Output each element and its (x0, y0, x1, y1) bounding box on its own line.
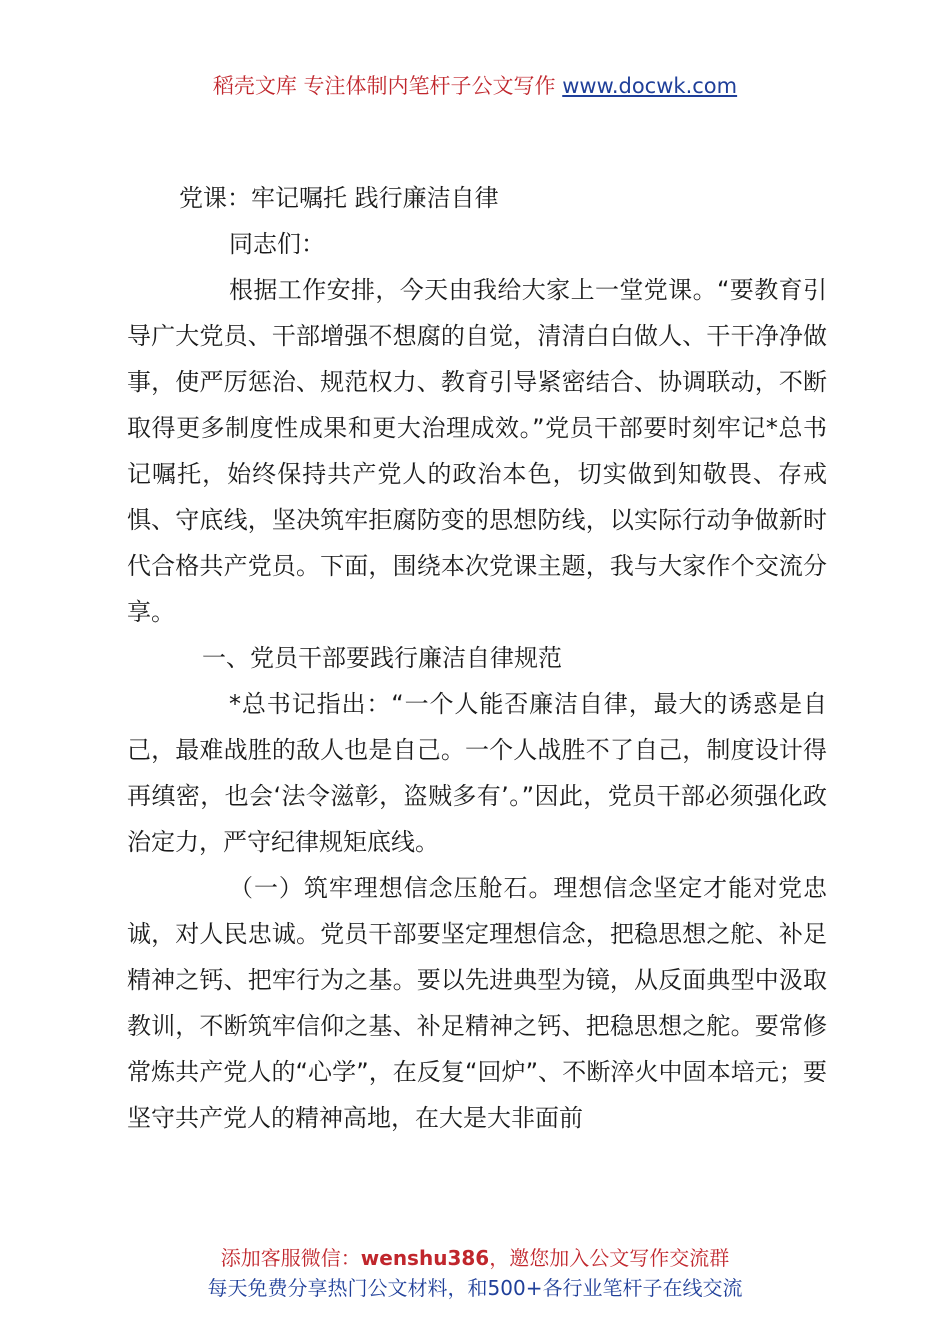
subsection-paragraph: （一）筑牢理想信念压舱石。理想信念坚定才能对党忠诚，对人民忠诚。党员干部要坚定理想信念，把稳思想之舵、补足精神之钙、把牢行为之基。要以先进典型为镜，从反面典型中汲取教训，不断筑牢信仰之基、补足精神之钙、把稳思想之舵。要常修常炼共产党人的“心学”，在反复“回炉”、不断淬火中固本培元；要坚守共产党人的精神高地，在大是大非面前 (127, 874, 827, 1132)
section-heading: 一、党员干部要践行廉洁自律规范 (202, 644, 562, 672)
footer-prefix: 添加客服微信： (220, 1246, 361, 1270)
document-title: 党课：牢记嘱托 践行廉洁自律 (179, 184, 499, 212)
header-website-link[interactable]: www.docwk.com (562, 74, 738, 98)
greeting: 同志们： (229, 230, 325, 258)
page-header (0, 70, 950, 100)
footer-promo-line: 每天免费分享热门公文材料，和500+各行业笔杆子在线交流 (207, 1276, 743, 1300)
section-paragraph: *总书记指出：“一个人能否廉洁自律，最大的诱惑是自己，最难战胜的敌人也是自己。一个人战胜不了自己，制度设计得再缜密，也会‘法令滋彰，盗贼多有’。”因此，党员干部必须强化政治定力，严守纪律规矩底线。 (127, 690, 827, 856)
header-slogan: 稻壳文库 专注体制内笔杆子公文写作 (212, 74, 563, 98)
footer-wechat-id: wenshu386 (360, 1246, 490, 1270)
footer-suffix: ，邀您加入公文写作交流群 (489, 1246, 730, 1270)
document-body (127, 175, 827, 1141)
footer-contact-line (0, 1242, 950, 1271)
intro-paragraph: 根据工作安排，今天由我给大家上一堂党课。“要教育引导广大党员、干部增强不想腐的自觉，清清白白做人、干干净净做事，使严厉惩治、规范权力、教育引导紧密结合、协调联动，不断取得更多制度性成果和更大治理成效。”党员干部要时刻牢记*总书记嘱托，始终保持共产党人的政治本色，切实做到知敬畏、存戒惧、守底线，坚决筑牢拒腐防变的思想防线，以实际行动争做新时代合格共产党员。下面，围绕本次党课主题，我与大家作个交流分享。 (127, 276, 827, 626)
